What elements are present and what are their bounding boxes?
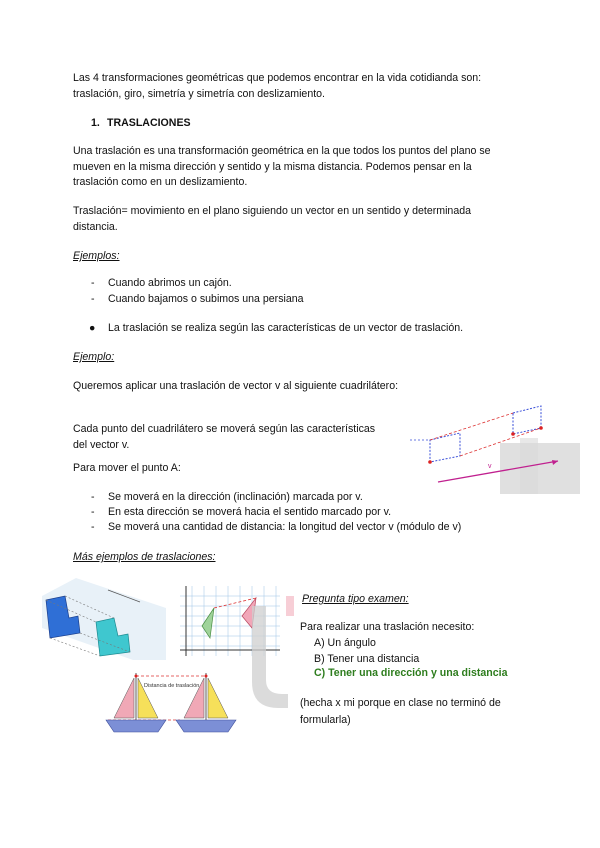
boats-translation-figure <box>100 670 245 740</box>
section-title: TRASLACIONES <box>107 117 191 129</box>
quadrilateral-translation-figure <box>408 398 580 494</box>
each-point-paragraph <box>73 422 375 453</box>
dash-icon: - <box>91 293 95 305</box>
point-marker <box>511 432 515 436</box>
original-quadrilateral <box>430 433 460 462</box>
more-examples-heading: Más ejemplos de traslaciones: <box>73 551 216 563</box>
exam-note <box>300 695 501 729</box>
bullet-text: La traslación se realiza según las características de un vector de traslación. <box>108 322 464 334</box>
point-marker <box>539 426 543 430</box>
dash-icon: - <box>91 506 95 518</box>
section-number: 1. <box>91 117 100 129</box>
move-step: Se moverá una cantidad de distancia: la longitud del vector v (módulo de v) <box>108 521 462 533</box>
intro-line: traslación, giro, simetría y simetría con deslizamiento. <box>73 87 325 100</box>
formula-line: Traslación= movimiento en el plano siguiendo un vector en un sentido y determinada <box>73 205 471 217</box>
definition-line: traslación como en un deslizamiento. <box>73 176 248 188</box>
original-boat-hull <box>106 720 166 732</box>
translated-boat-hull <box>176 720 236 732</box>
formula-line: distancia. <box>73 220 118 233</box>
exam-option-a: A) Un ángulo <box>314 637 376 649</box>
example-intro: Queremos aplicar una traslación de vector v al siguiente cuadrilátero: <box>73 380 399 392</box>
exam-note-line: formularla) <box>300 714 351 726</box>
point-marker <box>205 675 208 678</box>
move-step: En esta dirección se moverá hacia el sentido marcado por v. <box>108 506 392 518</box>
definition-line: Una traslación es una transformación geométrica en la que todos los puntos del plano se <box>73 145 491 157</box>
intro-line: Las 4 transformaciones geométricas que podemos encontrar en la vida cotidianda son: <box>73 72 482 84</box>
formula-paragraph <box>73 204 471 235</box>
point-a <box>428 460 432 464</box>
dash-icon: - <box>91 491 95 503</box>
sail <box>114 678 134 718</box>
example-item: Cuando abrimos un cajón. <box>108 277 232 289</box>
boat-caption: Distancia de traslación <box>144 683 200 689</box>
each-point-line: del vector v. <box>73 438 130 451</box>
dash-icon: - <box>91 521 95 533</box>
definition-line: mueven en la misma dirección y sentido y la misma distancia. Podemos pensar en la <box>73 160 472 173</box>
move-step: Se moverá en la dirección (inclinación) marcada por v. <box>108 491 363 503</box>
example-item: Cuando bajamos o subimos una persiana <box>108 293 304 305</box>
each-point-line: Cada punto del cuadrilátero se moverá según las características <box>73 423 376 435</box>
exam-option-c-answer: C) Tener una dirección y una distancia <box>314 667 508 679</box>
point-marker <box>135 675 138 678</box>
example-heading: Ejemplo: <box>73 351 115 363</box>
bullet-icon: ● <box>89 322 96 334</box>
l-shape-translation-figure <box>38 578 170 660</box>
examples-heading: Ejemplos: <box>73 250 120 262</box>
exam-question: Para realizar una traslación necesito: <box>300 621 475 633</box>
exam-heading: Pregunta tipo examen: <box>302 593 409 605</box>
exam-note-line: (hecha x mi porque en clase no terminó de <box>300 697 501 709</box>
dash-icon: - <box>91 277 95 289</box>
definition-paragraph <box>73 144 491 191</box>
move-point-text: Para mover el punto A: <box>73 462 181 474</box>
intro-paragraph <box>73 71 481 102</box>
exam-option-b: B) Tener una distancia <box>314 653 420 665</box>
vector-label: v <box>488 463 492 470</box>
translation-guide-line <box>430 413 513 440</box>
sail <box>208 678 228 718</box>
